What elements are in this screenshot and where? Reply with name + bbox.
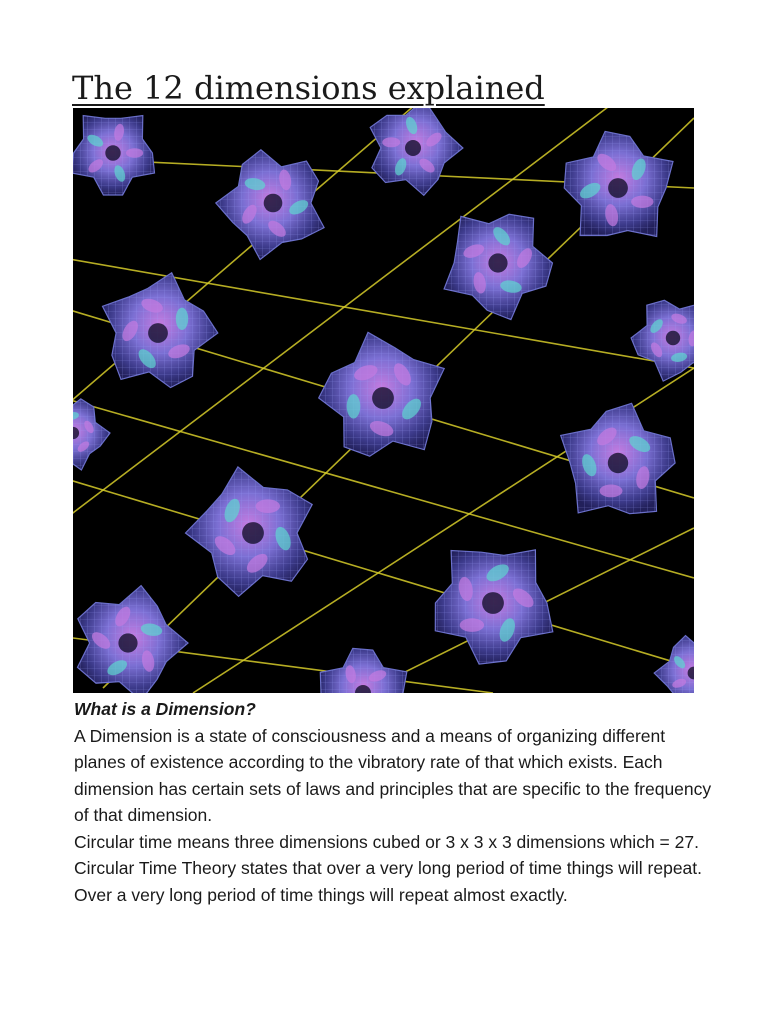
section-heading: What is a Dimension? xyxy=(74,699,256,719)
article-body xyxy=(74,696,714,908)
paragraph: Circular time means three dimensions cubed or 3 x 3 x 3 dimensions which = 27. Circular Time Theory states that over a very long period of time things will repeat. Over a very long period of time things will repeat almost exactly. xyxy=(74,831,703,905)
page-title: The 12 dimensions explained xyxy=(72,69,545,107)
calabi-yau-figure xyxy=(73,108,694,693)
manifold-illustration xyxy=(73,108,694,693)
paragraph: A Dimension is a state of consciousness and a means of organizing different planes of existence according to the vibratory rate of that which exists. Each dimension has certain sets of laws and principles that are specific to the frequency of that dimension. xyxy=(74,725,712,825)
